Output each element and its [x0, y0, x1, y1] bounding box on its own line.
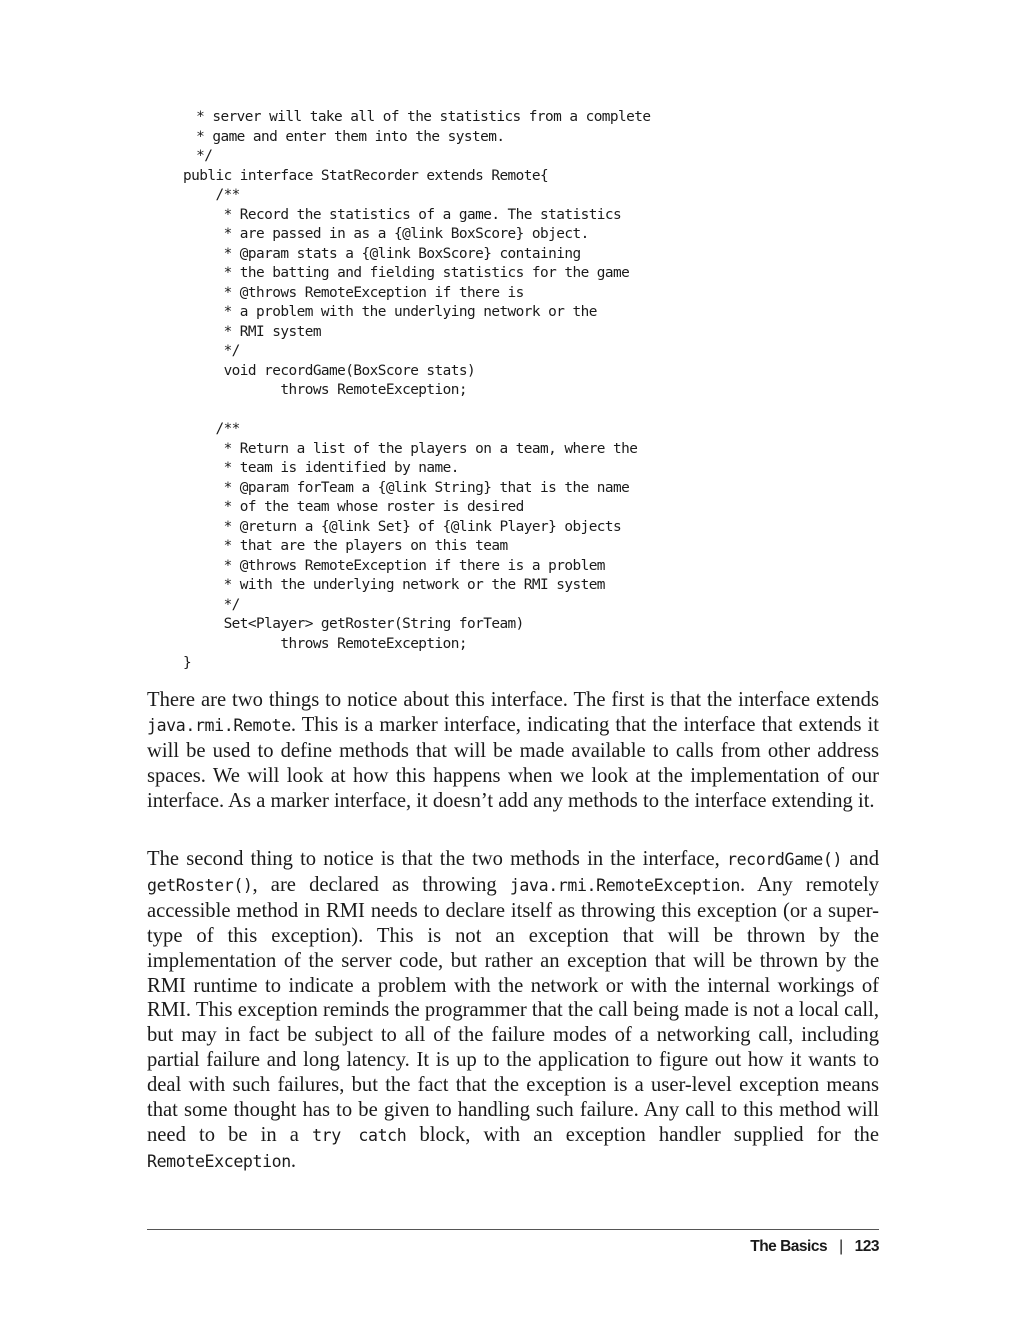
code-line: * @throws RemoteException if there is [183, 284, 524, 301]
code-line: * a problem with the underlying network or the [183, 304, 597, 320]
code-line: * game and enter them into the system. [188, 128, 505, 145]
code-line: Set<Player> getRoster(String forTeam) [183, 616, 524, 632]
paragraph-text: . [290, 1149, 297, 1172]
paragraph-text: , are declared as throwing [252, 873, 510, 896]
running-footer [750, 1238, 879, 1256]
code-line: public interface StatRecorder extends Remote{ [183, 167, 549, 184]
code-line: throws RemoteException; [183, 635, 467, 652]
inline-code: RemoteException [147, 1151, 291, 1171]
code-line: } [183, 655, 192, 671]
inline-code: try catch [312, 1125, 407, 1145]
code-line: * server will take all of the statistics from a complete [188, 109, 651, 125]
code-line: */ [183, 596, 240, 613]
paragraph-text: There are two things to notice about this interface. The first is that the interface extends [147, 689, 879, 711]
code-line: * are passed in as a {@link BoxScore} object. [183, 226, 589, 242]
code-line: * of the team whose roster is desired [183, 499, 524, 515]
code-line: * Return a list of the players on a team, where the [183, 440, 638, 457]
paragraph-text: block, with an exception handler supplied for the [406, 1123, 879, 1146]
code-line: throws RemoteException; [183, 382, 467, 398]
code-line: * that are the players on this team [183, 538, 508, 554]
code-line: * RMI system [183, 323, 321, 340]
paragraph-text: . This is a marker interface, indicating that the interface that extends it will be used to define methods that will be made available to calls from other address spaces. We will look at how this happens when we look at the implementation of our interface. As a marker interface, it doesn’t add any methods to the interface extending it. [147, 713, 879, 812]
paragraph-text: . Any remotely accessible method in RMI needs to declare itself as throwing this exception (or a super-type of this exception). This is not an exception that will be thrown by the implementation of the server code, but rather an exception that will be thrown by the RMI runtime to indicate a problem with the network or with the internal workings of RMI. This exception reminds the programmer that the call being made is not a local call, but may in fact be subject to all of the failure modes of a networking call, including partial failure and long latency. It is up to the application to figure out how it wants to deal with such failures, but the fact that the exception is a user-level exception means that some thought has to be given to handling such failure. Any call to this method will need to be in a [147, 873, 879, 1146]
paragraph-text: The second thing to notice is that the two methods in the interface, [147, 848, 727, 870]
footer-section-title: The Basics [750, 1238, 828, 1255]
code-line: /** [183, 421, 240, 437]
code-line: * Record the statistics of a game. The statistics [183, 206, 622, 223]
footer-divider [147, 1229, 879, 1230]
code-line: * @return a {@link Set} of {@link Player} objects [183, 518, 622, 535]
inline-code: java.rmi.Remote [147, 715, 291, 735]
code-line: /** [183, 187, 240, 203]
code-line: * @throws RemoteException if there is a problem [183, 557, 605, 574]
inline-code: getRoster() [147, 875, 253, 895]
code-line: * @param stats a {@link BoxScore} containing [183, 245, 581, 262]
code-line: * with the underlying network or the RMI system [183, 577, 605, 593]
code-line: * team is identified by name. [183, 460, 459, 476]
footer-separator: | [839, 1238, 843, 1255]
body-paragraph [147, 847, 879, 1175]
code-line: */ [188, 148, 213, 164]
code-line: void recordGame(BoxScore stats) [183, 362, 476, 379]
code-line: */ [183, 343, 240, 359]
page-number: 123 [854, 1238, 879, 1255]
inline-code: java.rmi.RemoteException [509, 875, 740, 895]
code-line: * @param forTeam a {@link String} that is the name [183, 479, 630, 496]
inline-code: recordGame() [726, 850, 843, 869]
paragraph-text: and [842, 848, 879, 870]
code-line: * the batting and fielding statistics for the game [183, 265, 630, 281]
body-paragraph [147, 688, 879, 814]
